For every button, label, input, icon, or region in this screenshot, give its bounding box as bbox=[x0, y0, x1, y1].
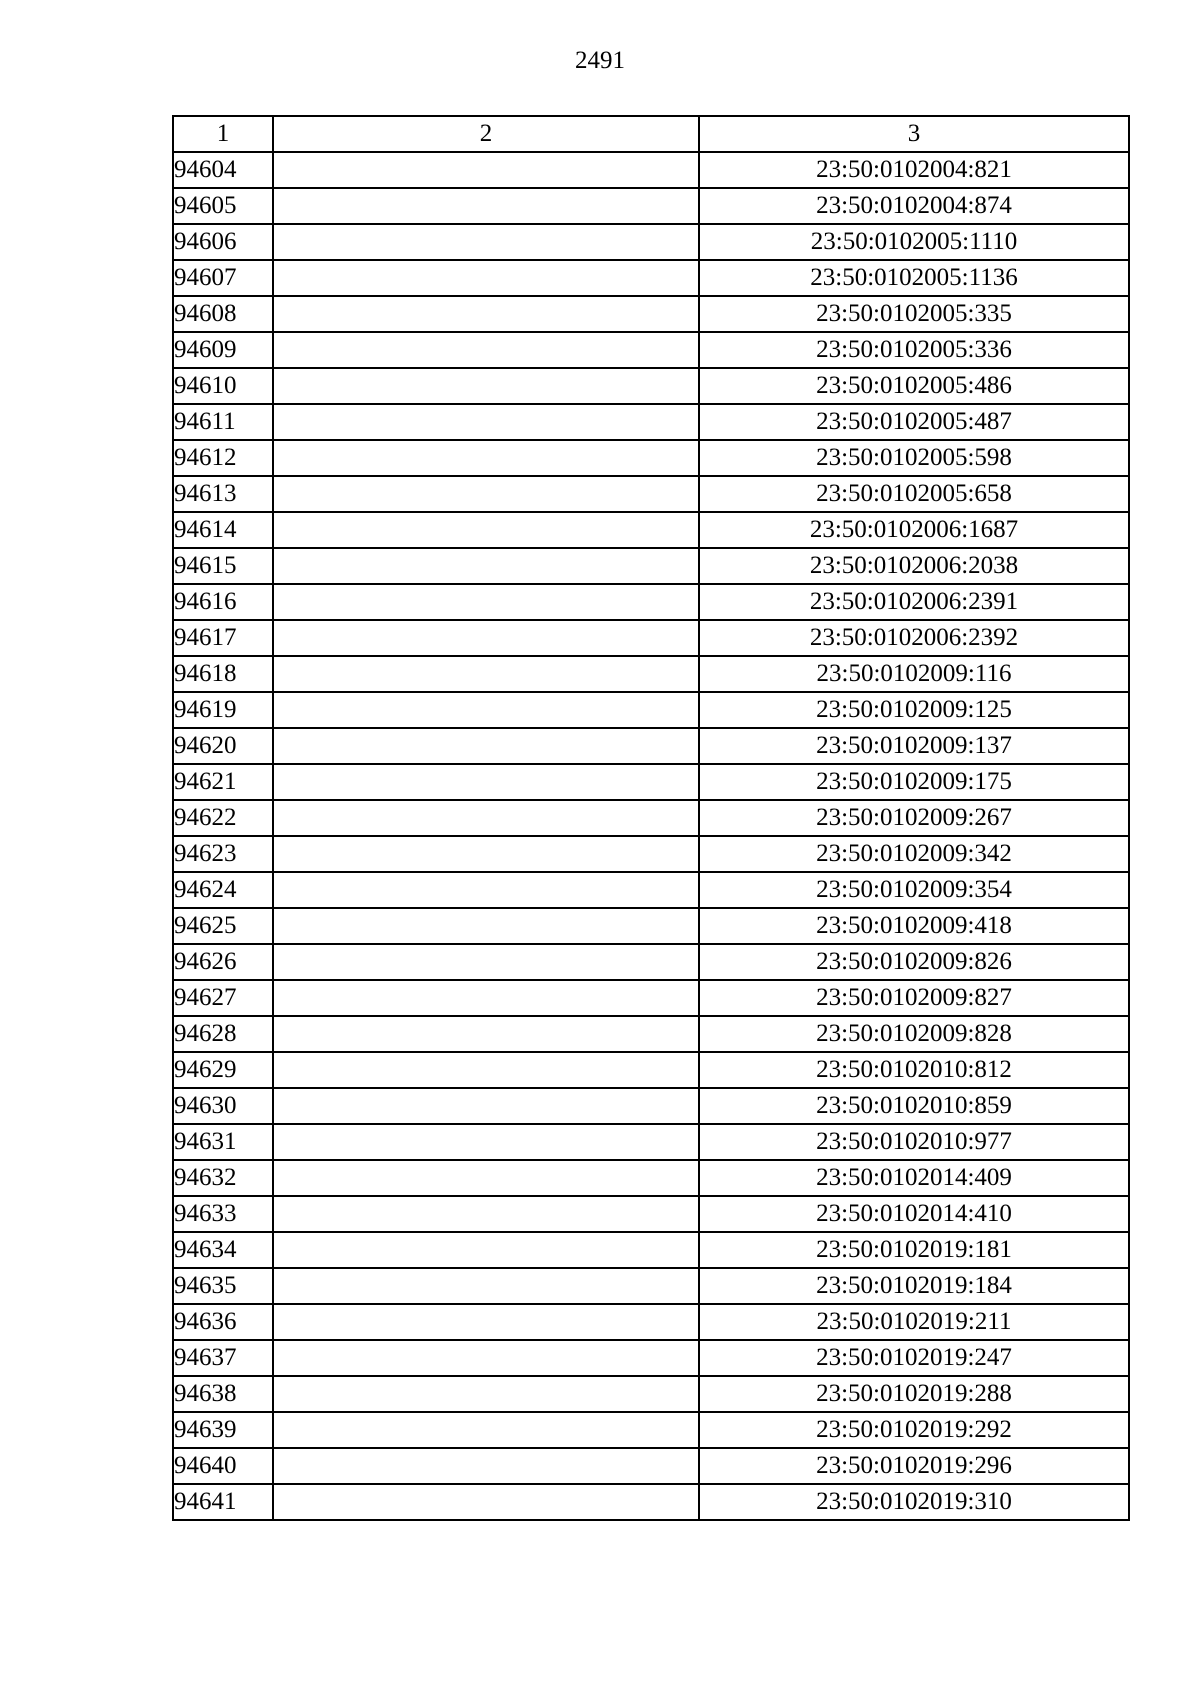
table-row bbox=[173, 1340, 1129, 1376]
row-number-cell: 94614 bbox=[173, 512, 273, 548]
cadastral-number-cell: 23:50:0102010:977 bbox=[699, 1124, 1129, 1160]
table-row bbox=[173, 1160, 1129, 1196]
row-number-cell: 94623 bbox=[173, 836, 273, 872]
row-number-cell: 94624 bbox=[173, 872, 273, 908]
column-header-3: 3 bbox=[699, 116, 1129, 152]
cadastral-number-cell: 23:50:0102019:292 bbox=[699, 1412, 1129, 1448]
cadastral-number-cell: 23:50:0102005:487 bbox=[699, 404, 1129, 440]
table-row bbox=[173, 260, 1129, 296]
description-cell bbox=[273, 620, 699, 656]
description-cell bbox=[273, 656, 699, 692]
row-number-cell: 94633 bbox=[173, 1196, 273, 1232]
cadastral-number-table bbox=[172, 115, 1130, 1521]
cadastral-number-cell: 23:50:0102005:1110 bbox=[699, 224, 1129, 260]
table-row bbox=[173, 548, 1129, 584]
table-row bbox=[173, 656, 1129, 692]
row-number-cell: 94610 bbox=[173, 368, 273, 404]
cadastral-number-cell: 23:50:0102019:296 bbox=[699, 1448, 1129, 1484]
table-row bbox=[173, 1124, 1129, 1160]
table-row bbox=[173, 476, 1129, 512]
table-row bbox=[173, 1016, 1129, 1052]
description-cell bbox=[273, 1304, 699, 1340]
cadastral-number-cell: 23:50:0102005:1136 bbox=[699, 260, 1129, 296]
table-row bbox=[173, 188, 1129, 224]
row-number-cell: 94617 bbox=[173, 620, 273, 656]
cadastral-number-cell: 23:50:0102009:137 bbox=[699, 728, 1129, 764]
row-number-cell: 94629 bbox=[173, 1052, 273, 1088]
description-cell bbox=[273, 188, 699, 224]
row-number-cell: 94626 bbox=[173, 944, 273, 980]
table-row bbox=[173, 1232, 1129, 1268]
description-cell bbox=[273, 1124, 699, 1160]
table-row bbox=[173, 404, 1129, 440]
cadastral-number-cell: 23:50:0102006:2392 bbox=[699, 620, 1129, 656]
description-cell bbox=[273, 224, 699, 260]
row-number-cell: 94604 bbox=[173, 152, 273, 188]
row-number-cell: 94606 bbox=[173, 224, 273, 260]
header-row bbox=[173, 116, 1129, 152]
description-cell bbox=[273, 1196, 699, 1232]
cadastral-number-cell: 23:50:0102009:116 bbox=[699, 656, 1129, 692]
cadastral-number-cell: 23:50:0102019:181 bbox=[699, 1232, 1129, 1268]
table-row bbox=[173, 584, 1129, 620]
row-number-cell: 94613 bbox=[173, 476, 273, 512]
table-row bbox=[173, 1376, 1129, 1412]
table-row bbox=[173, 512, 1129, 548]
cadastral-number-cell: 23:50:0102010:812 bbox=[699, 1052, 1129, 1088]
row-number-cell: 94635 bbox=[173, 1268, 273, 1304]
description-cell bbox=[273, 476, 699, 512]
table-row bbox=[173, 368, 1129, 404]
description-cell bbox=[273, 836, 699, 872]
cadastral-number-cell: 23:50:0102014:410 bbox=[699, 1196, 1129, 1232]
description-cell bbox=[273, 548, 699, 584]
description-cell bbox=[273, 1376, 699, 1412]
description-cell bbox=[273, 872, 699, 908]
cadastral-number-cell: 23:50:0102005:335 bbox=[699, 296, 1129, 332]
row-number-cell: 94609 bbox=[173, 332, 273, 368]
cadastral-number-cell: 23:50:0102004:821 bbox=[699, 152, 1129, 188]
column-header-1: 1 bbox=[173, 116, 273, 152]
row-number-cell: 94632 bbox=[173, 1160, 273, 1196]
row-number-cell: 94636 bbox=[173, 1304, 273, 1340]
description-cell bbox=[273, 764, 699, 800]
cadastral-number-cell: 23:50:0102019:211 bbox=[699, 1304, 1129, 1340]
table-row bbox=[173, 620, 1129, 656]
description-cell bbox=[273, 584, 699, 620]
description-cell bbox=[273, 728, 699, 764]
cadastral-number-cell: 23:50:0102009:175 bbox=[699, 764, 1129, 800]
description-cell bbox=[273, 1340, 699, 1376]
column-header-2: 2 bbox=[273, 116, 699, 152]
description-cell bbox=[273, 152, 699, 188]
row-number-cell: 94605 bbox=[173, 188, 273, 224]
table-body bbox=[173, 152, 1129, 1520]
table-row bbox=[173, 296, 1129, 332]
page-number: 2491 bbox=[575, 47, 625, 74]
row-number-cell: 94618 bbox=[173, 656, 273, 692]
cadastral-number-cell: 23:50:0102006:2038 bbox=[699, 548, 1129, 584]
description-cell bbox=[273, 1412, 699, 1448]
table-row bbox=[173, 800, 1129, 836]
cadastral-number-cell: 23:50:0102005:486 bbox=[699, 368, 1129, 404]
row-number-cell: 94612 bbox=[173, 440, 273, 476]
row-number-cell: 94616 bbox=[173, 584, 273, 620]
description-cell bbox=[273, 944, 699, 980]
row-number-cell: 94621 bbox=[173, 764, 273, 800]
cadastral-number-cell: 23:50:0102009:125 bbox=[699, 692, 1129, 728]
row-number-cell: 94608 bbox=[173, 296, 273, 332]
table-row bbox=[173, 908, 1129, 944]
description-cell bbox=[273, 1052, 699, 1088]
cadastral-number-cell: 23:50:0102009:828 bbox=[699, 1016, 1129, 1052]
table-row bbox=[173, 1052, 1129, 1088]
cadastral-number-cell: 23:50:0102009:342 bbox=[699, 836, 1129, 872]
row-number-cell: 94615 bbox=[173, 548, 273, 584]
row-number-cell: 94622 bbox=[173, 800, 273, 836]
description-cell bbox=[273, 1016, 699, 1052]
cadastral-number-cell: 23:50:0102004:874 bbox=[699, 188, 1129, 224]
table-row bbox=[173, 1412, 1129, 1448]
table-row bbox=[173, 692, 1129, 728]
row-number-cell: 94640 bbox=[173, 1448, 273, 1484]
cadastral-number-cell: 23:50:0102006:1687 bbox=[699, 512, 1129, 548]
cadastral-number-cell: 23:50:0102005:658 bbox=[699, 476, 1129, 512]
description-cell bbox=[273, 1448, 699, 1484]
description-cell bbox=[273, 512, 699, 548]
cadastral-number-cell: 23:50:0102006:2391 bbox=[699, 584, 1129, 620]
row-number-cell: 94638 bbox=[173, 1376, 273, 1412]
table-row bbox=[173, 152, 1129, 188]
table-row bbox=[173, 332, 1129, 368]
description-cell bbox=[273, 368, 699, 404]
cadastral-number-cell: 23:50:0102005:598 bbox=[699, 440, 1129, 476]
row-number-cell: 94611 bbox=[173, 404, 273, 440]
description-cell bbox=[273, 1160, 699, 1196]
row-number-cell: 94619 bbox=[173, 692, 273, 728]
cadastral-number-cell: 23:50:0102010:859 bbox=[699, 1088, 1129, 1124]
description-cell bbox=[273, 692, 699, 728]
table-row bbox=[173, 1196, 1129, 1232]
cadastral-number-cell: 23:50:0102009:354 bbox=[699, 872, 1129, 908]
description-cell bbox=[273, 1088, 699, 1124]
table-row bbox=[173, 1268, 1129, 1304]
row-number-cell: 94627 bbox=[173, 980, 273, 1016]
table-row bbox=[173, 1484, 1129, 1520]
table-row bbox=[173, 224, 1129, 260]
row-number-cell: 94630 bbox=[173, 1088, 273, 1124]
table-row bbox=[173, 764, 1129, 800]
description-cell bbox=[273, 908, 699, 944]
cadastral-number-cell: 23:50:0102014:409 bbox=[699, 1160, 1129, 1196]
description-cell bbox=[273, 296, 699, 332]
row-number-cell: 94641 bbox=[173, 1484, 273, 1520]
table-row bbox=[173, 1304, 1129, 1340]
row-number-cell: 94637 bbox=[173, 1340, 273, 1376]
table-row bbox=[173, 836, 1129, 872]
description-cell bbox=[273, 800, 699, 836]
table-row bbox=[173, 440, 1129, 476]
table-row bbox=[173, 1088, 1129, 1124]
cadastral-number-cell: 23:50:0102009:418 bbox=[699, 908, 1129, 944]
table-header bbox=[173, 116, 1129, 152]
row-number-cell: 94631 bbox=[173, 1124, 273, 1160]
cadastral-number-cell: 23:50:0102019:247 bbox=[699, 1340, 1129, 1376]
cadastral-number-cell: 23:50:0102005:336 bbox=[699, 332, 1129, 368]
description-cell bbox=[273, 980, 699, 1016]
description-cell bbox=[273, 404, 699, 440]
row-number-cell: 94634 bbox=[173, 1232, 273, 1268]
table-row bbox=[173, 872, 1129, 908]
description-cell bbox=[273, 1232, 699, 1268]
cadastral-number-cell: 23:50:0102019:310 bbox=[699, 1484, 1129, 1520]
row-number-cell: 94620 bbox=[173, 728, 273, 764]
row-number-cell: 94639 bbox=[173, 1412, 273, 1448]
cadastral-number-cell: 23:50:0102019:288 bbox=[699, 1376, 1129, 1412]
description-cell bbox=[273, 1484, 699, 1520]
description-cell bbox=[273, 260, 699, 296]
row-number-cell: 94628 bbox=[173, 1016, 273, 1052]
table-row bbox=[173, 980, 1129, 1016]
row-number-cell: 94625 bbox=[173, 908, 273, 944]
description-cell bbox=[273, 440, 699, 476]
cadastral-number-cell: 23:50:0102019:184 bbox=[699, 1268, 1129, 1304]
description-cell bbox=[273, 1268, 699, 1304]
table-row bbox=[173, 1448, 1129, 1484]
cadastral-number-cell: 23:50:0102009:827 bbox=[699, 980, 1129, 1016]
row-number-cell: 94607 bbox=[173, 260, 273, 296]
table-row bbox=[173, 728, 1129, 764]
cadastral-number-cell: 23:50:0102009:267 bbox=[699, 800, 1129, 836]
cadastral-number-cell: 23:50:0102009:826 bbox=[699, 944, 1129, 980]
table-row bbox=[173, 944, 1129, 980]
description-cell bbox=[273, 332, 699, 368]
